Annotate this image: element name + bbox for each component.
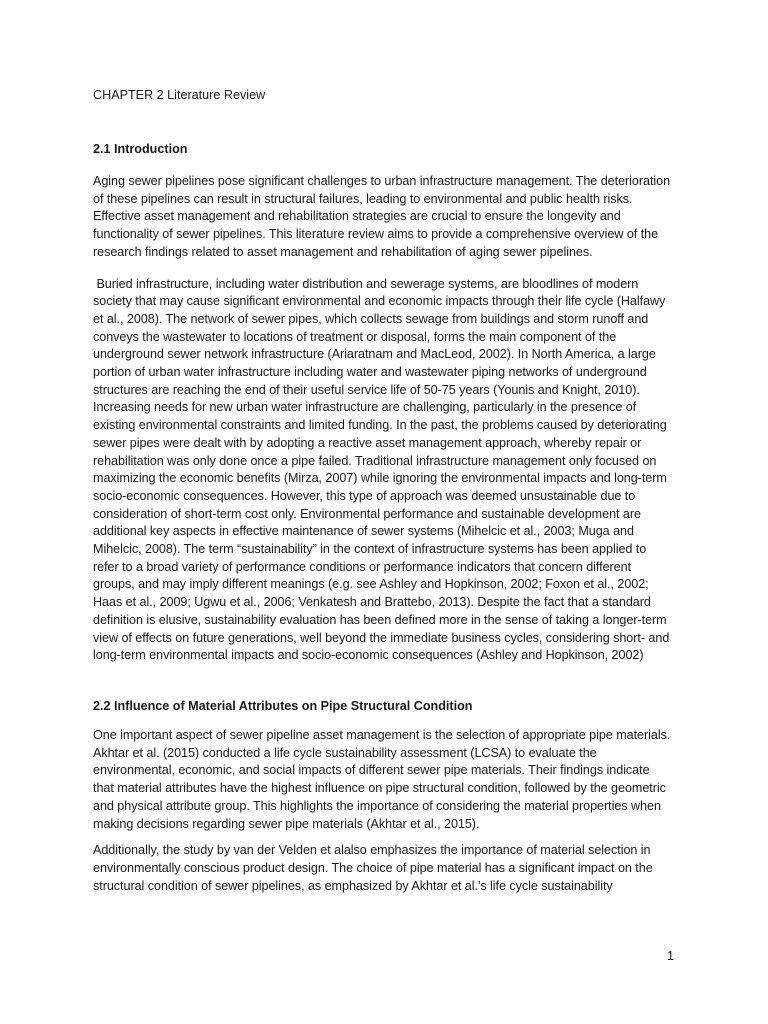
chapter-title: CHAPTER 2 Literature Review [93,88,266,102]
paragraph-introduction-2: Buried infrastructure, including water distribution and sewerage systems, are bloodlines of modern society that may cause significant environmental and economic impacts through their life cycle (Halfawy et al., 2008). The network of sewer pipes, which collects sewage from buildings and storm runoff and conveys the wastewater to locations of treatment or disposal, forms the main component of the underground sewer network infrastructure (Ariaratnam and MacLeod, 2002). In North America, a large portion of urban water infrastructure including water and wastewater piping networks of underground structures are reaching the end of their useful service life of 50-75 years (Younis and Knight, 2010). Increasing needs for new urban water infrastructure are challenging, particularly in the presence of existing environmental constraints and limited funding. In the past, the problems caused by deteriorating sewer pipes were dealt with by adopting a reactive asset management approach, whereby repair or rehabilitation was only done once a pipe failed. Traditional infrastructure management only focused on maximizing the economic benefits (Mirza, 2007) while ignoring the environmental impacts and long-term socio-economic consequences. However, this type of approach was deemed unsustainable due to consideration of short-term cost only. Environmental performance and sustainable development are additional key aspects in effective maintenance of sewer systems (Mihelcic et al., 2003; Muga and Mihelcic, 2008). The term “sustainability” in the context of infrastructure systems has been applied to refer to a broad variety of performance conditions or performance indicators that concern different groups, and may imply different meanings (e.g. see Ashley and Hopkinson, 2002; Foxon et al., 2002; Haas et al., 2009; Ugwu et al., 2006; Venkatesh and Brattebo, 2013). Despite the fact that a standard definition is elusive, sustainability evaluation has been defined more in the sense of taking a longer-term view of effects on future generations, well beyond the immediate business cycles, considering short- and long-term environmental impacts and socio-economic consequences (Ashley and Hopkinson, 2002) [93,276,673,663]
paragraph-introduction-1: Aging sewer pipelines pose significant challenges to urban infrastructure management. The deterioration of these pipelines can result in structural failures, leading to environmental and public health risks. Effective asset management and rehabilitation strategies are crucial to ensure the longevity and functionality of sewer pipelines. This literature review aims to provide a comprehensive overview of the research findings related to asset management and rehabilitation of aging sewer pipelines. [93,174,671,259]
paragraph-material-attributes-1: One important aspect of sewer pipeline asset management is the selection of appropriate pipe materials. Akhtar et al. (2015) conducted a life cycle sustainability assessment (LCSA) to evaluate the environmental, economic, and social impacts of different sewer pipe materials. Their findings indicate that material attributes have the highest influence on pipe structural condition, followed by the geometric and physical attribute group. This highlights the importance of considering the material properties when making decisions regarding sewer pipe materials (Akhtar et al., 2015). [93,727,671,831]
page-content [93,87,673,895]
paragraph-material-attributes-2: Additionally, the study by van der Velden et alalso emphasizes the importance of material selection in environmentally conscious product design. The choice of pipe material has a significant impact on the structural condition of sewer pipelines, as emphasized by Akhtar et al.'s life cycle sustainability [93,843,653,893]
section-heading-introduction: 2.1 Introduction [93,142,188,156]
section-heading-material-attributes: 2.2 Influence of Material Attributes on Pipe Structural Condition [93,698,473,713]
page-number: 1 [667,949,675,963]
